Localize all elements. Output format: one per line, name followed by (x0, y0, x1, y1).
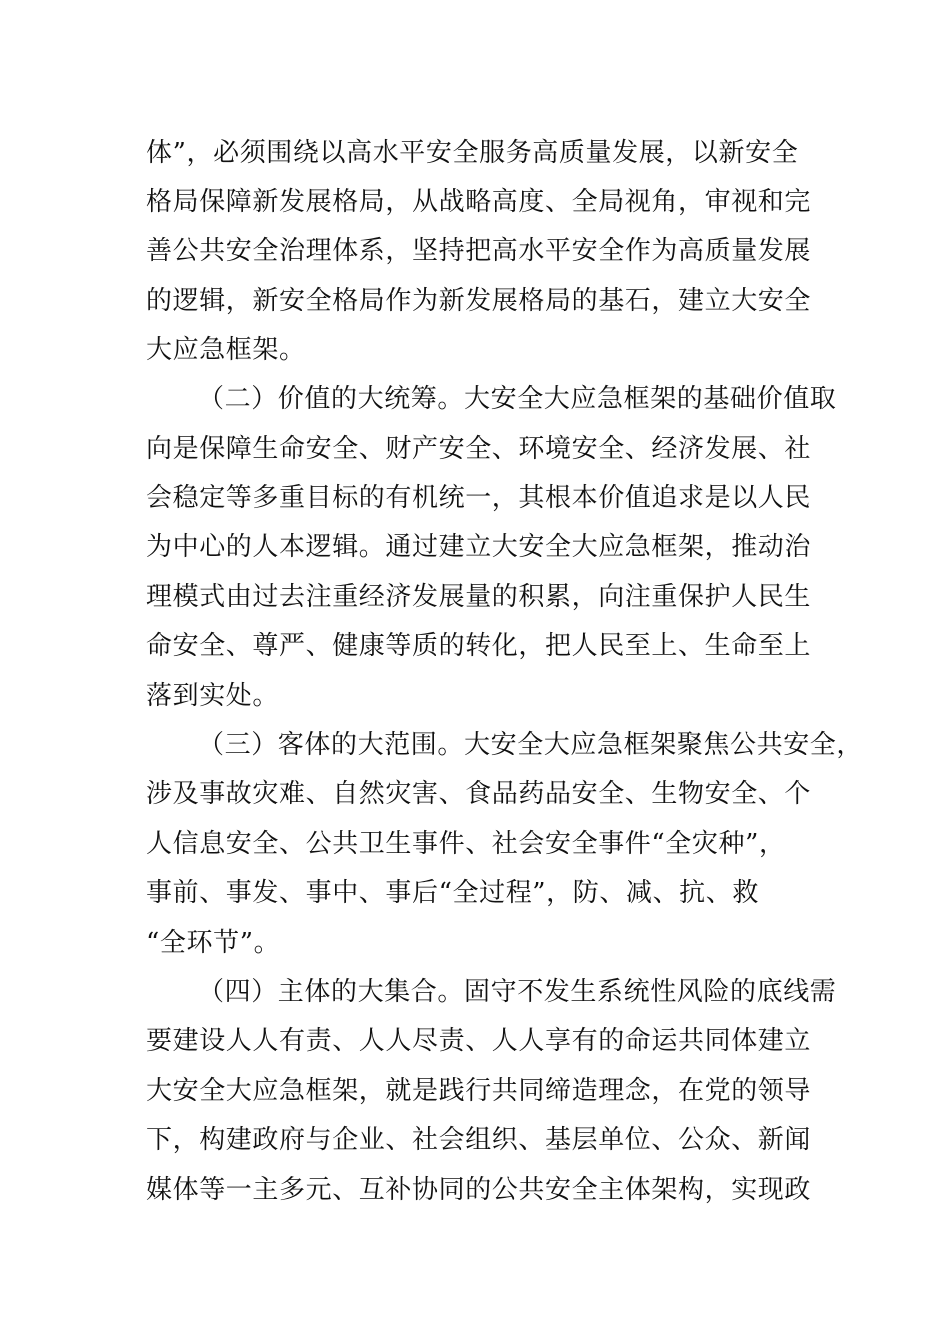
text-line: 大应急框架。 (146, 335, 306, 365)
text-line: 格局保障新发展格局，从战略高度、全局视角，审视和完 (146, 187, 812, 217)
text-line: 涉及事故灾难、自然灾害、食品药品安全、生物安全、个 (146, 779, 812, 809)
text-line: 事前、事发、事中、事后“全过程”，防、减、抗、救 (146, 878, 759, 908)
text-line: “全环节”。 (146, 928, 281, 958)
text-line: 大安全大应急框架，就是践行共同缔造理念，在党的领导 (146, 1076, 812, 1106)
paragraph-heading-line: （四）主体的大集合。固守不发生系统性风险的底线需 (198, 977, 837, 1007)
text-line: 命安全、尊严、健康等质的转化，把人民至上、生命至上 (146, 631, 812, 661)
text-line: 理模式由过去注重经济发展量的积累，向注重保护人民生 (146, 582, 812, 612)
text-line: 向是保障生命安全、财产安全、环境安全、经济发展、社 (146, 434, 812, 464)
text-line: 为中心的人本逻辑。通过建立大安全大应急框架，推动治 (146, 532, 812, 562)
text-line: 落到实处。 (146, 681, 280, 711)
text-line: 的逻辑，新安全格局作为新发展格局的基石，建立大安全 (146, 286, 812, 316)
text-line: 媒体等一主多元、互补协同的公共安全主体架构，实现政 (146, 1175, 812, 1205)
text-line: 下，构建政府与企业、社会组织、基层单位、公众、新闻 (146, 1125, 812, 1155)
text-line: 要建设人人有责、人人尽责、人人享有的命运共同体建立 (146, 1026, 812, 1056)
text-line: 善公共安全治理体系，坚持把高水平安全作为高质量发展 (146, 236, 812, 266)
text-line: 会稳定等多重目标的有机统一，其根本价值追求是以人民 (146, 483, 812, 513)
text-line: 人信息安全、公共卫生事件、社会安全事件“全灾种”， (146, 829, 786, 859)
text-line: 体”，必须围绕以高水平安全服务高质量发展，以新安全 (146, 138, 799, 168)
paragraph-heading-line: （二）价值的大统筹。大安全大应急框架的基础价值取 (198, 384, 837, 414)
paragraph-heading-line: （三）客体的大范围。大安全大应急框架聚焦公共安全， (198, 730, 864, 760)
